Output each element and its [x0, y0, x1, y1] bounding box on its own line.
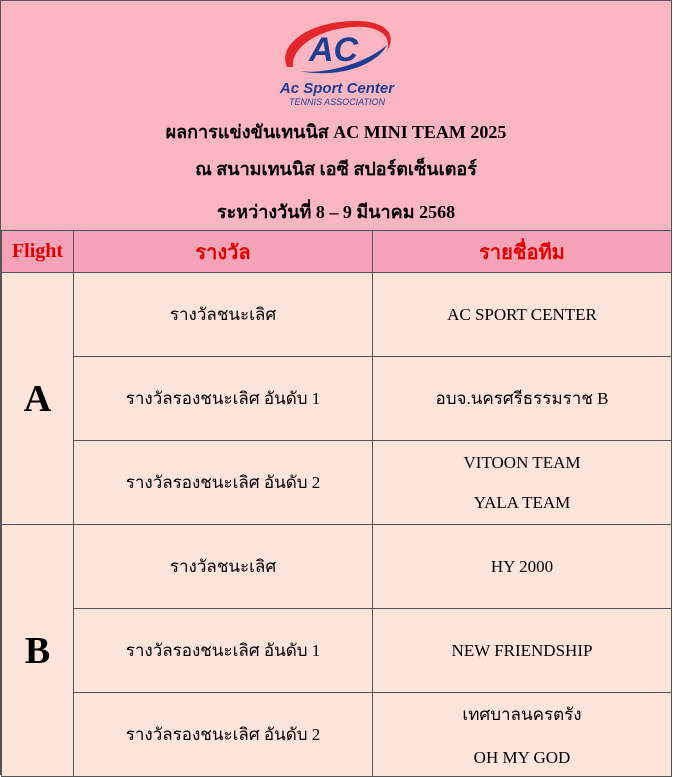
column-header-flight: Flight	[2, 231, 74, 273]
team-name: YALA TEAM	[473, 492, 571, 512]
flight-label-b: B	[2, 525, 74, 777]
table-row	[2, 693, 672, 777]
team-cell: อบจ.นครศรีธรรมราช B	[373, 357, 672, 441]
column-header-team: รายชื่อทีม	[373, 231, 672, 273]
svg-text:Ac Sport Center: Ac Sport Center	[279, 80, 395, 97]
award-cell: รางวัลรองชนะเลิศ อันดับ 2	[74, 693, 373, 777]
table-row	[2, 273, 672, 357]
event-venue: ณ สนามเทนนิส เอซี สปอร์ตเซ็นเตอร์	[195, 159, 477, 179]
table-row	[2, 525, 672, 609]
table-row	[2, 609, 672, 693]
event-title: ผลการแข่งขันเทนนิส AC MINI TEAM 2025	[165, 122, 507, 142]
team-name: เทศบาลนครตรัง	[462, 705, 582, 724]
award-cell: รางวัลรองชนะเลิศ อันดับ 1	[74, 357, 373, 441]
team-name: OH MY GOD	[473, 748, 571, 767]
table-row	[2, 357, 672, 441]
table-row	[2, 441, 672, 525]
svg-text:TENNIS ASSOCIATION: TENNIS ASSOCIATION	[288, 97, 386, 107]
award-cell: รางวัลชนะเลิศ	[74, 273, 373, 357]
header-banner	[1, 1, 671, 230]
award-cell: รางวัลรองชนะเลิศ อันดับ 1	[74, 609, 373, 693]
flight-label-a: A	[2, 273, 74, 525]
team-name: VITOON TEAM	[463, 452, 581, 472]
svg-text:AC: AC	[309, 31, 359, 69]
results-table	[1, 230, 672, 777]
team-cell: NEW FRIENDSHIP	[373, 609, 672, 693]
team-cell: HY 2000	[373, 525, 672, 609]
table-header-row	[2, 231, 672, 273]
award-cell: รางวัลชนะเลิศ	[74, 525, 373, 609]
column-header-award: รางวัล	[74, 231, 373, 273]
team-cell: AC SPORT CENTER	[373, 273, 672, 357]
ac-sport-center-logo	[269, 15, 405, 109]
event-dates: ระหว่างวันที่ 8 – 9 มีนาคม 2568	[216, 202, 456, 222]
team-cell	[373, 441, 672, 525]
team-cell	[373, 693, 672, 777]
award-cell: รางวัลรองชนะเลิศ อันดับ 2	[74, 441, 373, 525]
